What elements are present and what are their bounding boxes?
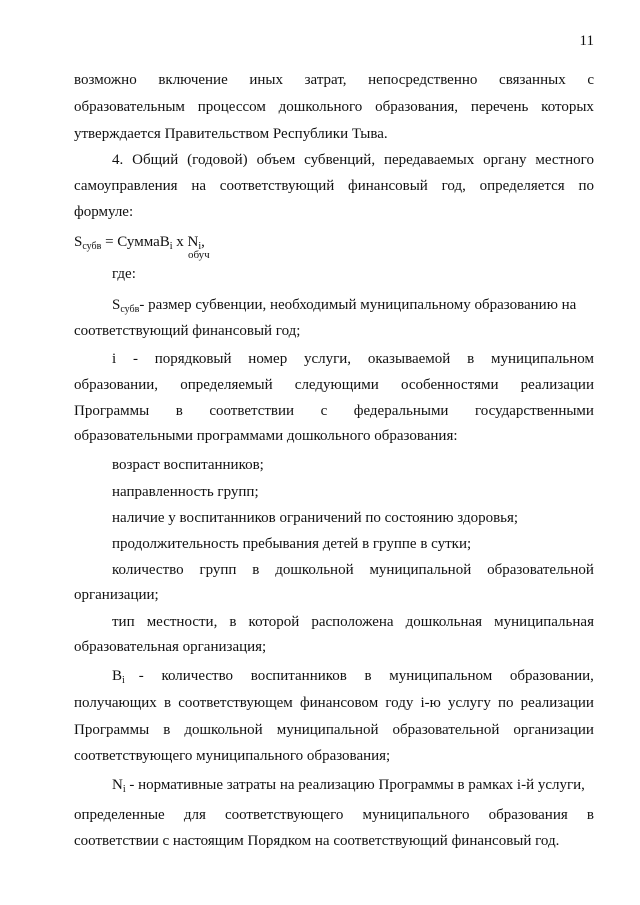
formula-s-sub: субв <box>82 241 102 252</box>
word: образования, <box>375 99 458 115</box>
p2-line-3: формуле: <box>74 204 134 220</box>
word: муниципальной <box>369 562 472 578</box>
word: которых <box>541 99 594 115</box>
word: услугу <box>448 695 491 711</box>
def-i-line-2 <box>74 375 594 395</box>
def-n-line-3: соответствии с настоящим Порядком на соответствующий финансовый год. <box>74 833 560 849</box>
word: услуги, <box>303 351 352 367</box>
p2-line-2 <box>74 176 594 196</box>
def-b-line-1-words <box>139 666 594 686</box>
word: возможно <box>74 72 137 88</box>
word: - <box>138 668 144 684</box>
word: которой <box>248 614 300 630</box>
word: дошкольного <box>278 99 363 115</box>
word: образовании, <box>74 377 159 393</box>
word: включение <box>158 72 228 88</box>
word: (годовой) <box>187 152 248 168</box>
word: порядковый <box>154 351 232 367</box>
p2-line-1 <box>112 150 594 170</box>
word: образовательной <box>487 562 594 578</box>
word: на <box>191 178 207 194</box>
def-b-line-2 <box>74 693 594 713</box>
word: особенностями <box>401 377 499 393</box>
feature-5-line-1 <box>112 560 594 580</box>
word: определенные <box>74 807 165 823</box>
word: федеральными <box>353 403 449 419</box>
word: затрат, <box>304 72 347 88</box>
formula-tail: , <box>201 234 205 250</box>
def-n-line-2 <box>74 805 594 825</box>
word: количество <box>161 668 234 684</box>
feature-5-line-2: организации; <box>74 587 159 603</box>
p1-line-1 <box>74 70 594 90</box>
word: Программы <box>74 722 150 738</box>
word: с <box>320 403 328 419</box>
word: образовательным <box>74 99 185 115</box>
word: муниципального <box>362 807 470 823</box>
word: расположена <box>311 614 394 630</box>
word: объем <box>256 152 296 168</box>
def-i-line-3 <box>74 401 594 421</box>
word: - <box>132 351 138 367</box>
word: в <box>229 614 237 630</box>
p1-line-2 <box>74 97 594 117</box>
word: году <box>385 695 414 711</box>
feature-3: наличие у воспитанников ограничений по состоянию здоровья; <box>112 510 519 526</box>
formula-n-sub: i <box>198 241 202 252</box>
word: соответствующий <box>219 178 335 194</box>
word: в <box>586 807 594 823</box>
def-b-line-3 <box>74 720 594 740</box>
def-s-symbol: S <box>112 297 121 313</box>
word: с <box>587 72 594 88</box>
word: соответствии <box>209 403 295 419</box>
formula <box>74 232 594 252</box>
word: в <box>467 351 475 367</box>
word: групп <box>199 562 237 578</box>
word: по <box>497 695 514 711</box>
word: i <box>112 351 117 367</box>
word: в <box>364 668 372 684</box>
word: связанных <box>499 72 566 88</box>
word: муниципальном <box>389 668 493 684</box>
word: органу <box>483 152 527 168</box>
word: тип <box>112 614 135 630</box>
word: передаваемых <box>384 152 475 168</box>
def-i-line-4: образовательными программами дошкольного образования: <box>74 428 458 444</box>
feature-6-line-2: образовательная организация; <box>74 639 267 655</box>
def-s-line-2: соответствующий финансовый год; <box>74 323 301 339</box>
word: следующими <box>294 377 379 393</box>
word: субвенций, <box>304 152 376 168</box>
word: иных <box>249 72 283 88</box>
word: местного <box>535 152 594 168</box>
formula-under-label: обуч <box>188 249 210 261</box>
word: реализации <box>520 695 594 711</box>
word: 4. <box>112 152 124 168</box>
word: по <box>578 178 594 194</box>
word: дошкольной <box>184 722 263 738</box>
word: муниципальном <box>490 351 594 367</box>
p1-line-3: утверждается Правительством Республики Тыва. <box>74 126 388 142</box>
word: государственными <box>474 403 594 419</box>
def-i-line-1 <box>112 349 594 369</box>
word: Программы <box>74 403 150 419</box>
def-b-sub: i <box>122 675 125 686</box>
word: образовании, <box>509 668 594 684</box>
word: в <box>163 695 172 711</box>
word: дошкольной <box>275 562 354 578</box>
def-s-line-1 <box>112 295 594 315</box>
def-n-text: - нормативные затраты на реализацию Программы в рамках i-й услуги, <box>125 777 585 793</box>
def-n-sub: i <box>122 784 126 795</box>
word: финансовом <box>299 695 379 711</box>
word: реализации <box>520 377 594 393</box>
page-number: 11 <box>579 33 594 49</box>
def-s-text: - размер субвенции, необходимый муниципальному образованию на <box>139 297 577 313</box>
word: в <box>252 562 260 578</box>
word: муниципальной <box>276 722 379 738</box>
word: дошкольная <box>405 614 483 630</box>
word: i-ю <box>420 695 441 711</box>
word: для <box>183 807 206 823</box>
word: соответствующего <box>224 807 344 823</box>
word: перечень <box>470 99 529 115</box>
feature-2: направленность групп; <box>112 484 259 500</box>
word: в <box>163 722 171 738</box>
gde-label: где: <box>112 266 136 282</box>
word: определяется <box>479 178 565 194</box>
def-s-sub: субв <box>120 304 140 315</box>
formula-b-sub: i <box>169 241 173 252</box>
word: получающих <box>74 695 157 711</box>
def-b-line-1 <box>112 666 594 686</box>
formula-x: x N <box>172 234 199 250</box>
word: финансовый <box>348 178 428 194</box>
word: местности, <box>146 614 218 630</box>
def-n-symbol: N <box>112 777 123 793</box>
word: самоуправления <box>74 178 178 194</box>
word: в <box>175 403 183 419</box>
feature-4: продолжительность пребывания детей в группе в сутки; <box>112 536 472 552</box>
formula-eq: = СуммаB <box>101 234 170 250</box>
word: образовательной <box>392 722 500 738</box>
word: организации <box>513 722 594 738</box>
formula-s: S <box>74 234 83 250</box>
word: соответствующем <box>178 695 293 711</box>
word: воспитанников <box>250 668 347 684</box>
def-b-line-4: соответствующего муниципального образования; <box>74 748 391 764</box>
def-b-symbol: B <box>112 668 123 684</box>
feature-6-line-1 <box>112 612 594 632</box>
feature-1: возраст воспитанников; <box>112 457 264 473</box>
word: год, <box>441 178 466 194</box>
word: образования <box>488 807 568 823</box>
word: количество <box>112 562 184 578</box>
def-n-line-1 <box>112 775 594 795</box>
word: определяемый <box>180 377 273 393</box>
word: Общий <box>132 152 179 168</box>
def-b-symbol-wrap <box>112 666 125 686</box>
word: процессом <box>197 99 266 115</box>
word: муниципальная <box>494 614 594 630</box>
word: оказываемой <box>367 351 451 367</box>
word: непосредственно <box>368 72 478 88</box>
word: номер <box>248 351 288 367</box>
